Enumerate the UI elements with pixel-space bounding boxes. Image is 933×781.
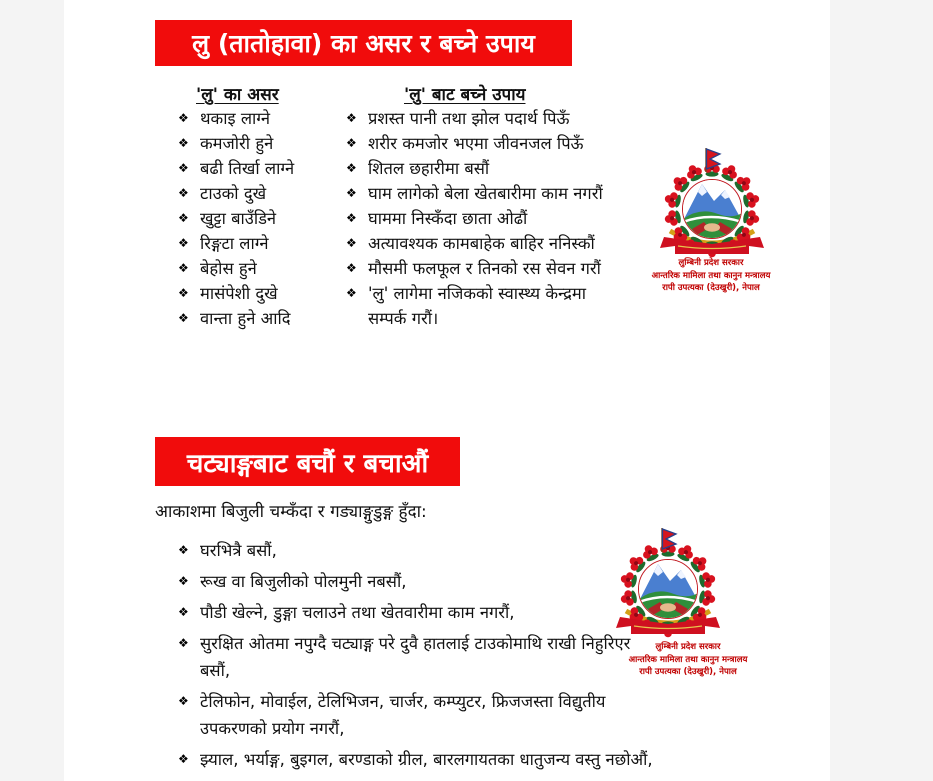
provincial-government-emblem	[608, 527, 728, 643]
list-item-text: घाम लागेको बेला खेतबारीमा काम नगरौं	[368, 184, 603, 203]
diamond-bullet-icon: ❖	[346, 186, 357, 200]
nepal-emblem-icon	[608, 527, 728, 639]
list-item-text: घरभित्रै बसौं,	[200, 541, 277, 560]
list-item	[178, 599, 656, 626]
list-item	[178, 206, 346, 231]
list-item	[178, 630, 656, 684]
prevention-cell	[346, 281, 606, 331]
table-row	[178, 156, 606, 181]
effect-cell	[178, 156, 346, 181]
list-item-text: शरीर कमजोर भएमा जीवनजल पिऊँ	[368, 134, 584, 153]
effect-cell	[178, 206, 346, 231]
heat-section-title: लु (तातोहावा) का असर र बच्ने उपाय	[192, 29, 535, 58]
list-item	[346, 106, 606, 131]
heat-effects-table	[178, 106, 606, 331]
list-item-text: मौसमी फलफूल र तिनको रस सेवन गरौं	[368, 259, 601, 278]
diamond-bullet-icon: ❖	[346, 161, 357, 175]
diamond-bullet-icon: ❖	[178, 186, 189, 200]
effect-cell	[178, 231, 346, 256]
list-item	[178, 281, 346, 306]
list-item-text: रिङ्गटा लाग्ने	[200, 234, 269, 253]
diamond-bullet-icon: ❖	[178, 311, 189, 325]
caption-line: रापी उपत्यका (देउखुरी), नेपाल	[662, 283, 760, 293]
effect-cell	[178, 106, 346, 131]
list-item-text: टाउको दुखे	[200, 184, 267, 203]
list-item-text: सुरक्षित ओतमा नपुग्दै चट्याङ्ग परे दुवै हातलाई टाउकोमाथि राखी निहुरिएर बसौं,	[200, 634, 631, 680]
heat-effects-column-header: 'लु' का असर	[196, 85, 279, 105]
list-item-text: मासंपेशी दुखे	[200, 284, 278, 303]
caption-line: लुम्बिनी प्रदेश सरकार	[655, 642, 721, 652]
list-item	[178, 156, 346, 181]
effect-cell	[178, 281, 346, 331]
list-item-text: थकाइ लाग्ने	[200, 109, 271, 128]
diamond-bullet-icon: ❖	[178, 605, 189, 619]
list-item	[178, 256, 346, 281]
list-item	[178, 746, 656, 773]
list-item	[346, 256, 606, 281]
list-item-text: 'लु' लागेमा नजिकको स्वास्थ्य केन्द्रमा सम्पर्क गरौं।	[368, 284, 586, 328]
diamond-bullet-icon: ❖	[346, 211, 357, 225]
list-item-text: खुट्टा बाउँडिने	[200, 209, 277, 228]
diamond-bullet-icon: ❖	[346, 111, 357, 125]
prevention-cell	[346, 156, 606, 181]
prevention-cell	[346, 231, 606, 256]
prevention-cell	[346, 106, 606, 131]
lightning-section-title: चट्याङ्गबाट बचौं र बचाऔं	[186, 448, 429, 479]
diamond-bullet-icon: ❖	[346, 236, 357, 250]
caption-line: आन्तरिक मामिला तथा कानुन मन्त्रालय	[651, 270, 771, 281]
list-item-text: बेहोस हुने	[200, 259, 257, 278]
list-item	[178, 306, 346, 331]
prevention-cell	[346, 256, 606, 281]
list-item	[346, 231, 606, 256]
diamond-bullet-icon: ❖	[178, 136, 189, 150]
prevention-cell	[346, 131, 606, 156]
diamond-bullet-icon: ❖	[178, 111, 189, 125]
table-row	[178, 206, 606, 231]
diamond-bullet-icon: ❖	[346, 136, 357, 150]
list-item	[178, 688, 656, 742]
table-row	[178, 281, 606, 331]
list-item	[346, 181, 606, 206]
diamond-bullet-icon: ❖	[178, 543, 189, 557]
list-item-text: रूख वा बिजुलीको पोलमुनी नबसौं,	[200, 572, 407, 591]
diamond-bullet-icon: ❖	[178, 161, 189, 175]
emblem-caption	[610, 641, 766, 679]
heat-section-title-banner	[155, 20, 572, 66]
list-item	[178, 231, 346, 256]
provincial-government-emblem	[652, 147, 772, 263]
list-item-text: घाममा निस्कँदा छाता ओढौं	[368, 209, 528, 228]
caption-line: आन्तरिक मामिला तथा कानुन मन्त्रालय	[628, 654, 748, 665]
table-row	[178, 256, 606, 281]
table-row	[178, 131, 606, 156]
list-item-text: शितल छहारीमा बसौं	[368, 159, 490, 178]
list-item	[178, 537, 656, 564]
heat-prevention-column-header: 'लु' बाट बच्ने उपाय	[404, 85, 526, 105]
list-item	[346, 131, 606, 156]
nepal-emblem-icon	[652, 147, 772, 259]
emblem-caption	[643, 257, 779, 295]
table-row	[178, 106, 606, 131]
list-item	[178, 131, 346, 156]
caption-line: रापी उपत्यका (देउखुरी), नेपाल	[639, 667, 737, 677]
lightning-safety-list	[178, 537, 656, 777]
table-row	[178, 231, 606, 256]
lightning-subtitle: आकाशमा बिजुली चम्कँदा र गड्याङ्गुडुङ्ग हुँदा:	[155, 502, 427, 522]
diamond-bullet-icon: ❖	[346, 286, 357, 300]
prevention-cell	[346, 181, 606, 206]
diamond-bullet-icon: ❖	[178, 211, 189, 225]
list-item	[346, 281, 606, 331]
diamond-bullet-icon: ❖	[178, 236, 189, 250]
list-item-text: झ्याल, भर्याङ्ग, बुइगल, बरण्डाको ग्रील, बारलगायतका धातुजन्य वस्तु नछोऔं,	[200, 750, 653, 769]
list-item-text: वान्ता हुने आदि	[200, 309, 291, 328]
list-item-text: बढी तिर्खा लाग्ने	[200, 159, 295, 178]
list-item	[346, 206, 606, 231]
effect-cell	[178, 131, 346, 156]
list-item-text: अत्यावश्यक कामबाहेक बाहिर ननिस्कौं	[368, 234, 595, 253]
diamond-bullet-icon: ❖	[178, 261, 189, 275]
lightning-section-title-banner	[155, 437, 460, 486]
diamond-bullet-icon: ❖	[346, 261, 357, 275]
caption-line: लुम्बिनी प्रदेश सरकार	[678, 258, 744, 268]
diamond-bullet-icon: ❖	[178, 286, 189, 300]
diamond-bullet-icon: ❖	[178, 752, 189, 766]
effect-cell	[178, 181, 346, 206]
list-item	[178, 568, 656, 595]
list-item-text: प्रशस्त पानी तथा झोल पदार्थ पिऊँ	[368, 109, 570, 128]
diamond-bullet-icon: ❖	[178, 694, 189, 708]
effect-cell	[178, 256, 346, 281]
list-item	[178, 106, 346, 131]
prevention-cell	[346, 206, 606, 231]
list-item-text: टेलिफोन, मोवाईल, टेलिभिजन, चार्जर, कम्प्युटर, फ्रिजजस्ता विद्युतीय उपकरणको प्रयोग नगरौं,	[200, 692, 606, 738]
list-item-text: पौडी खेल्ने, डुङ्गा चलाउने तथा खेतवारीमा काम नगरौं,	[200, 603, 515, 622]
table-row	[178, 181, 606, 206]
list-item	[178, 181, 346, 206]
list-item	[346, 156, 606, 181]
list-item-text: कमजोरी हुने	[200, 134, 274, 153]
diamond-bullet-icon: ❖	[178, 636, 189, 650]
diamond-bullet-icon: ❖	[178, 574, 189, 588]
